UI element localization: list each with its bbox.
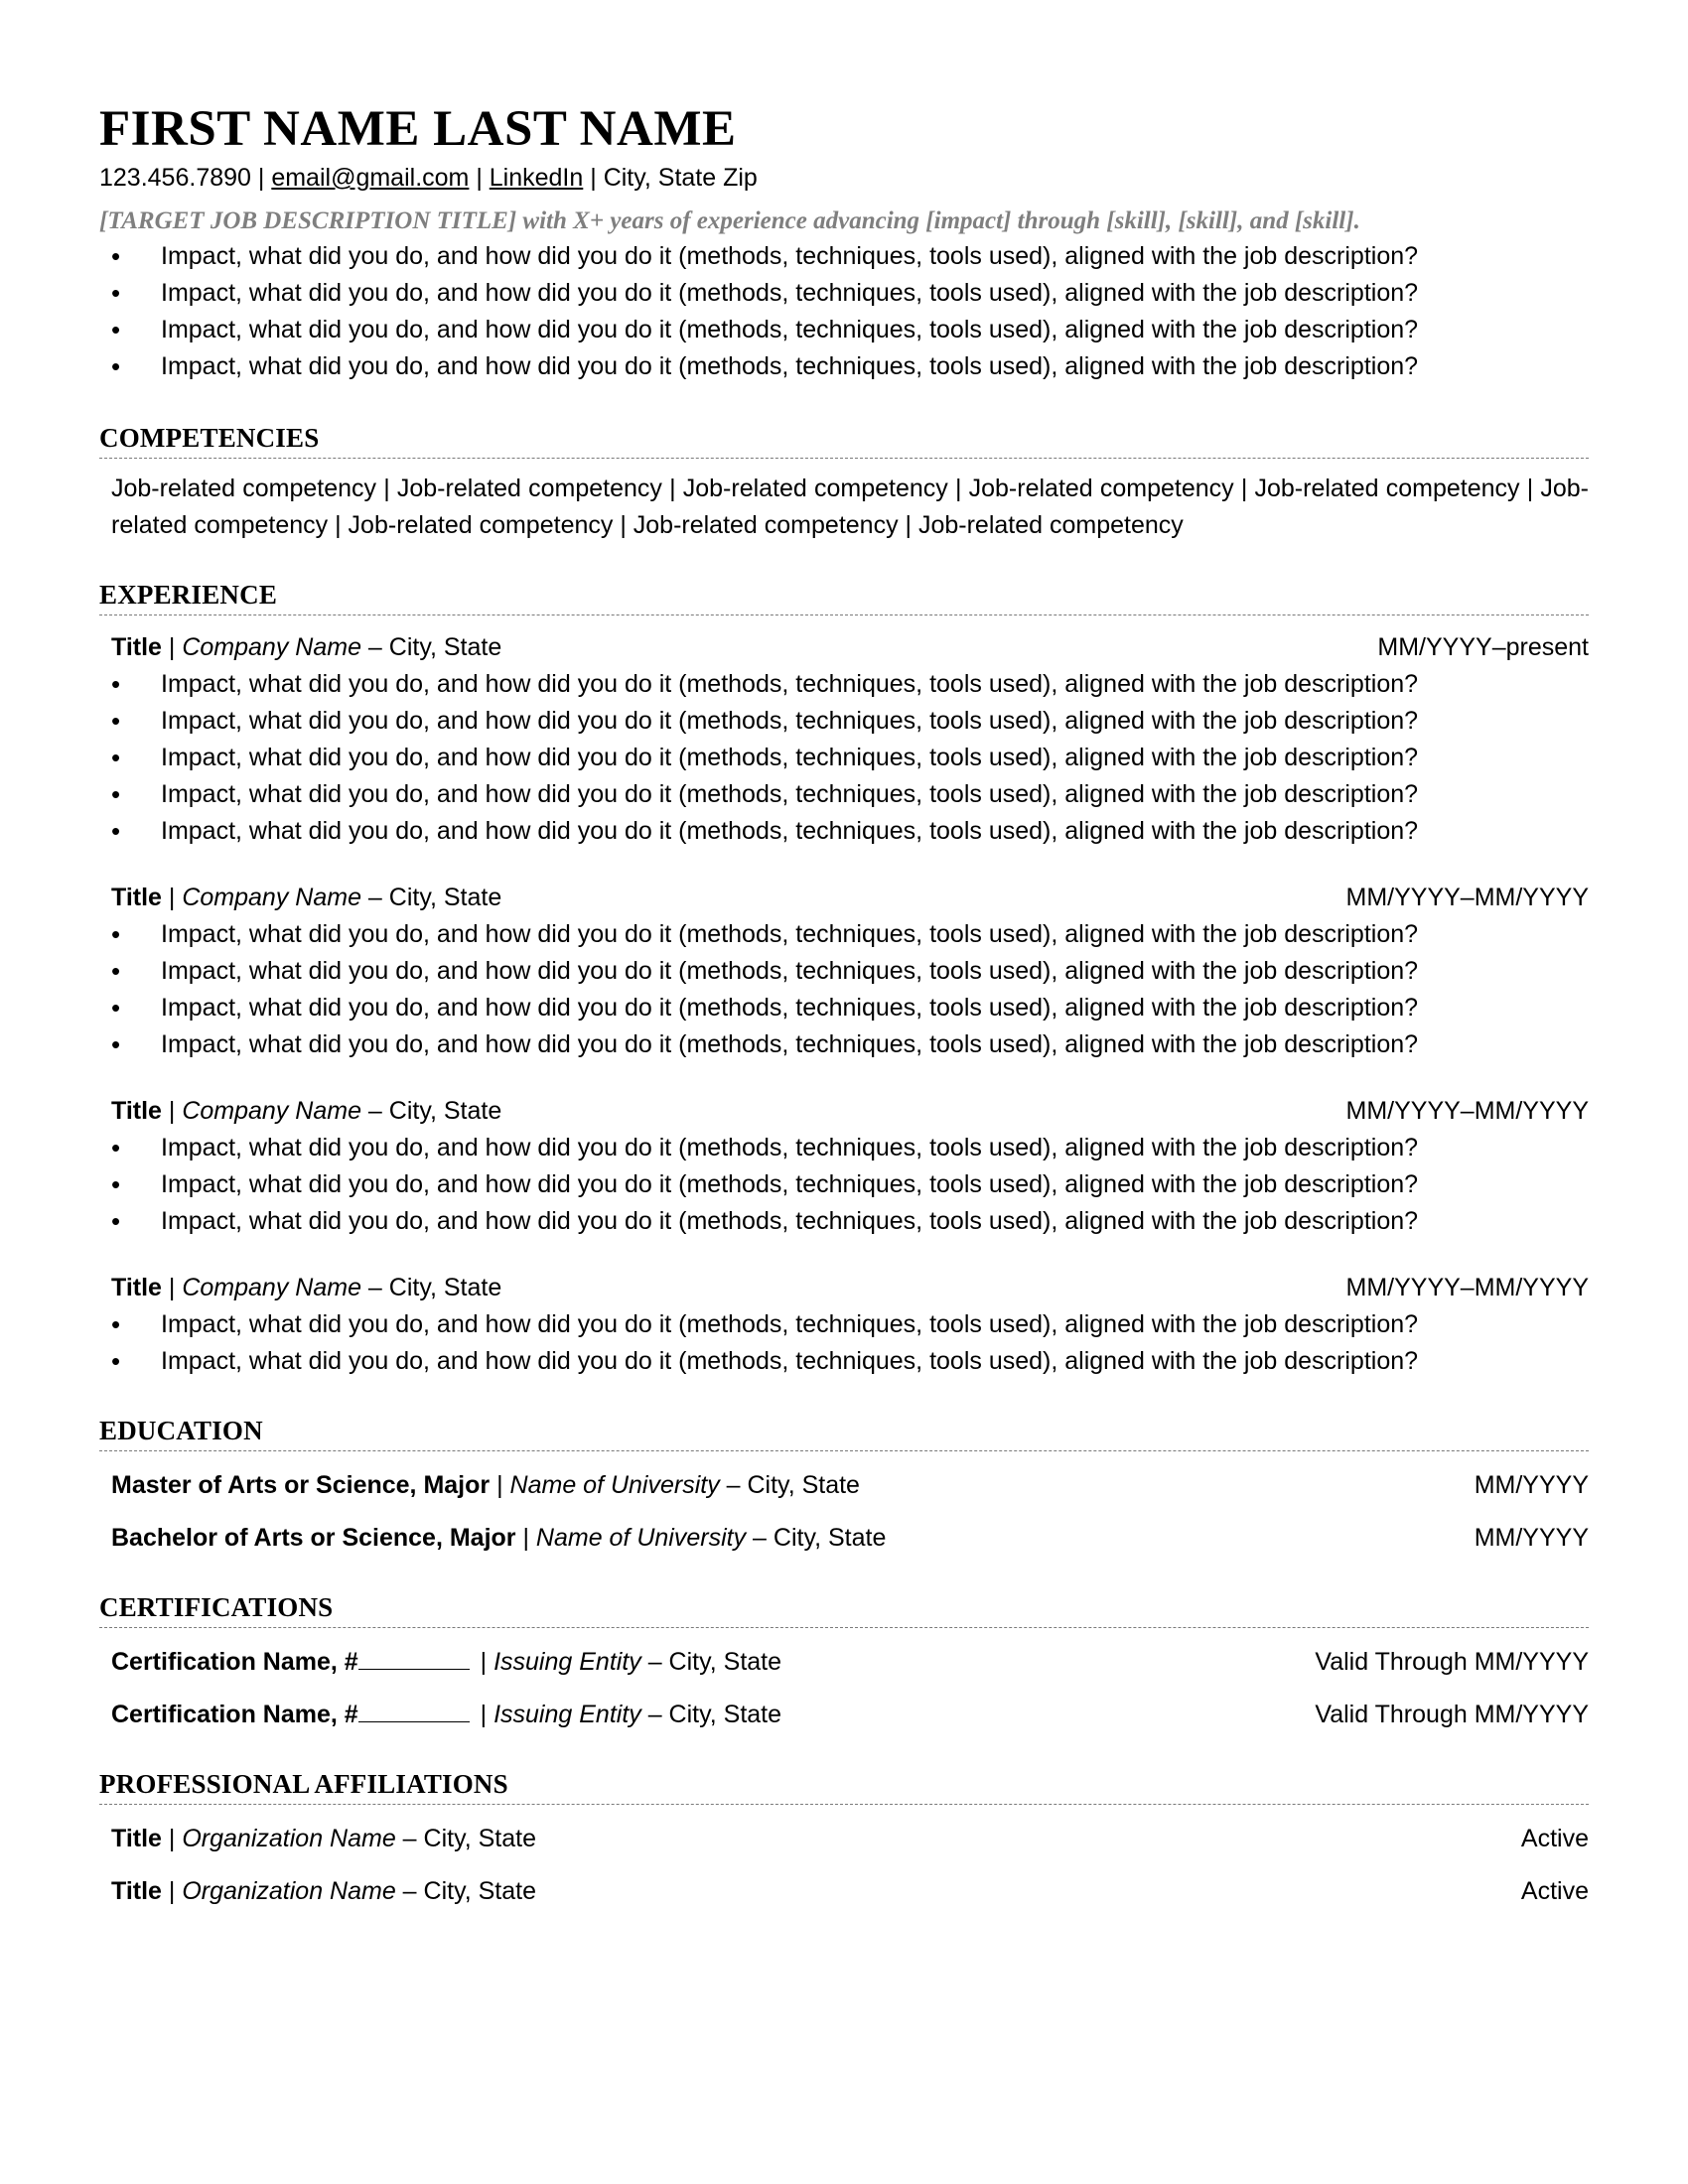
job-bullet: • Impact, what did you do, and how did you do it (methods, techniques, tools used), aligned with the job description? — [99, 916, 1589, 953]
job-header — [99, 629, 1589, 666]
job-bullet: • Impact, what did you do, and how did you do it (methods, techniques, tools used), aligned with the job description? — [99, 666, 1589, 703]
job-bullet: • Impact, what did you do, and how did you do it (methods, techniques, tools used), aligned with the job description? — [99, 990, 1589, 1026]
competencies-heading: COMPETENCIES — [99, 421, 1589, 459]
job-separator: | — [161, 884, 183, 911]
affiliation-separator: | — [161, 1825, 183, 1852]
job-header — [99, 880, 1589, 916]
job-bullet: • Impact, what did you do, and how did you do it (methods, techniques, tools used), aligned with the job description? — [99, 1026, 1589, 1063]
education-entry — [99, 1520, 1589, 1557]
issuing-entity: Issuing Entity — [493, 1648, 641, 1676]
education-date: MM/YYYY — [1474, 1471, 1589, 1499]
competencies-list: Job-related competency | Job-related competency | Job-related competency | Job-related competency | Job-related competency | Job-related competency | Job-related competency | Job-related competency | Job-related competency — [111, 475, 1589, 539]
summary-bullet: • Impact, what did you do, and how did you do it (methods, techniques, tools used), aligned with the job description? — [99, 348, 1589, 385]
job-dates: MM/YYYY–MM/YYYY — [1345, 1097, 1589, 1125]
job-bullet: • Impact, what did you do, and how did you do it (methods, techniques, tools used), aligned with the job description? — [99, 953, 1589, 990]
summary-bullet: • Impact, what did you do, and how did you do it (methods, techniques, tools used), aligned with the job description? — [99, 275, 1589, 312]
job-entry — [99, 880, 1589, 1063]
job-bullet: • Impact, what did you do, and how did you do it (methods, techniques, tools used), aligned with the job description? — [99, 703, 1589, 740]
contact-separator: | — [583, 164, 604, 192]
affiliation-separator: | — [161, 1877, 183, 1905]
job-bullets — [99, 916, 1589, 1063]
contact-separator: | — [469, 164, 490, 192]
summary-bullets — [99, 238, 1589, 385]
job-title: Title — [111, 884, 162, 911]
job-bullets — [99, 1306, 1589, 1380]
certification-validity: Valid Through MM/YYYY — [1315, 1648, 1589, 1676]
job-bullet: • Impact, what did you do, and how did you do it (methods, techniques, tools used), aligned with the job description? — [99, 1203, 1589, 1240]
job-dates: MM/YYYY–MM/YYYY — [1345, 1274, 1589, 1301]
job-bullet: • Impact, what did you do, and how did you do it (methods, techniques, tools used), aligned with the job description? — [99, 1130, 1589, 1166]
job-separator: | — [161, 1274, 183, 1301]
affiliation-entry — [99, 1873, 1589, 1910]
affiliations-heading: PROFESSIONAL AFFILIATIONS — [99, 1767, 1589, 1805]
job-bullets — [99, 666, 1589, 850]
job-location: – City, State — [360, 1097, 502, 1125]
company-name: Company Name — [182, 884, 361, 911]
certification-entry — [99, 1644, 1589, 1681]
affiliation-location: – City, State — [395, 1877, 536, 1905]
job-entry — [99, 1270, 1589, 1380]
job-entry — [99, 1093, 1589, 1240]
company-name: Company Name — [182, 633, 361, 661]
certification-entry — [99, 1697, 1589, 1733]
summary-bullet: • Impact, what did you do, and how did you do it (methods, techniques, tools used), aligned with the job description? — [99, 238, 1589, 275]
certification-validity: Valid Through MM/YYYY — [1315, 1701, 1589, 1728]
job-bullet: • Impact, what did you do, and how did you do it (methods, techniques, tools used), aligned with the job description? — [99, 1166, 1589, 1203]
job-location: – City, State — [360, 1274, 502, 1301]
summary-bullet: • Impact, what did you do, and how did you do it (methods, techniques, tools used), aligned with the job description? — [99, 312, 1589, 348]
location-text: City, State Zip — [603, 164, 758, 192]
affiliation-entry — [99, 1821, 1589, 1857]
experience-heading: EXPERIENCE — [99, 578, 1589, 615]
company-name: Company Name — [182, 1097, 361, 1125]
job-bullet: • Impact, what did you do, and how did you do it (methods, techniques, tools used), aligned with the job description? — [99, 1343, 1589, 1380]
degree-name: Bachelor of Arts or Science, Major — [111, 1524, 516, 1552]
organization-name: Organization Name — [182, 1877, 396, 1905]
certification-number-blank — [358, 1700, 470, 1722]
education-location: – City, State — [746, 1524, 887, 1552]
university-name: Name of University — [535, 1524, 747, 1552]
candidate-name: FIRST NAME LAST NAME — [99, 101, 737, 157]
certification-number-blank — [358, 1647, 470, 1670]
education-heading: EDUCATION — [99, 1414, 1589, 1451]
phone-number: 123.456.7890 — [99, 164, 251, 192]
job-bullet: • Impact, what did you do, and how did you do it (methods, techniques, tools used), aligned with the job description? — [99, 1306, 1589, 1343]
certifications-heading: CERTIFICATIONS — [99, 1590, 1589, 1628]
job-location: – City, State — [360, 633, 502, 661]
affiliation-title: Title — [111, 1825, 162, 1852]
resume-page — [99, 99, 1589, 1910]
job-bullet: • Impact, what did you do, and how did you do it (methods, techniques, tools used), aligned with the job description? — [99, 740, 1589, 776]
company-name: Company Name — [182, 1274, 361, 1301]
job-title: Title — [111, 1097, 162, 1125]
job-header — [99, 1270, 1589, 1306]
job-separator: | — [161, 633, 183, 661]
job-separator: | — [161, 1097, 183, 1125]
education-entry — [99, 1467, 1589, 1504]
certification-location: – City, State — [640, 1701, 782, 1728]
certification-separator: | — [473, 1648, 494, 1676]
job-title: Title — [111, 633, 162, 661]
contact-line — [99, 161, 1589, 195]
education-date: MM/YYYY — [1474, 1524, 1589, 1552]
job-header — [99, 1093, 1589, 1130]
job-entry — [99, 629, 1589, 850]
organization-name: Organization Name — [182, 1825, 396, 1852]
job-location: – City, State — [360, 884, 502, 911]
certification-separator: | — [473, 1701, 494, 1728]
contact-separator: | — [250, 164, 272, 192]
linkedin-link[interactable]: LinkedIn — [489, 164, 584, 192]
affiliation-title: Title — [111, 1877, 162, 1905]
job-bullet: • Impact, what did you do, and how did you do it (methods, techniques, tools used), aligned with the job description? — [99, 813, 1589, 850]
job-dates: MM/YYYY–present — [1377, 633, 1589, 661]
education-location: – City, State — [719, 1471, 860, 1499]
job-title: Title — [111, 1274, 162, 1301]
degree-name: Master of Arts or Science, Major — [111, 1471, 491, 1499]
affiliation-location: – City, State — [395, 1825, 536, 1852]
job-dates: MM/YYYY–MM/YYYY — [1345, 884, 1589, 911]
job-bullet: • Impact, what did you do, and how did you do it (methods, techniques, tools used), aligned with the job description? — [99, 776, 1589, 813]
job-bullets — [99, 1130, 1589, 1240]
certification-location: – City, State — [640, 1648, 782, 1676]
email-link[interactable]: email@gmail.com — [271, 164, 470, 192]
affiliation-status: Active — [1520, 1877, 1589, 1905]
certification-name: Certification Name, # — [111, 1701, 358, 1728]
affiliation-status: Active — [1520, 1825, 1589, 1852]
certification-name: Certification Name, # — [111, 1648, 358, 1676]
university-name: Name of University — [509, 1471, 720, 1499]
target-statement: [TARGET JOB DESCRIPTION TITLE] with X+ years of experience advancing [impact] through [skill], [skill], and [skill]. — [99, 207, 1360, 234]
education-separator: | — [515, 1524, 536, 1552]
issuing-entity: Issuing Entity — [493, 1701, 641, 1728]
education-separator: | — [490, 1471, 510, 1499]
